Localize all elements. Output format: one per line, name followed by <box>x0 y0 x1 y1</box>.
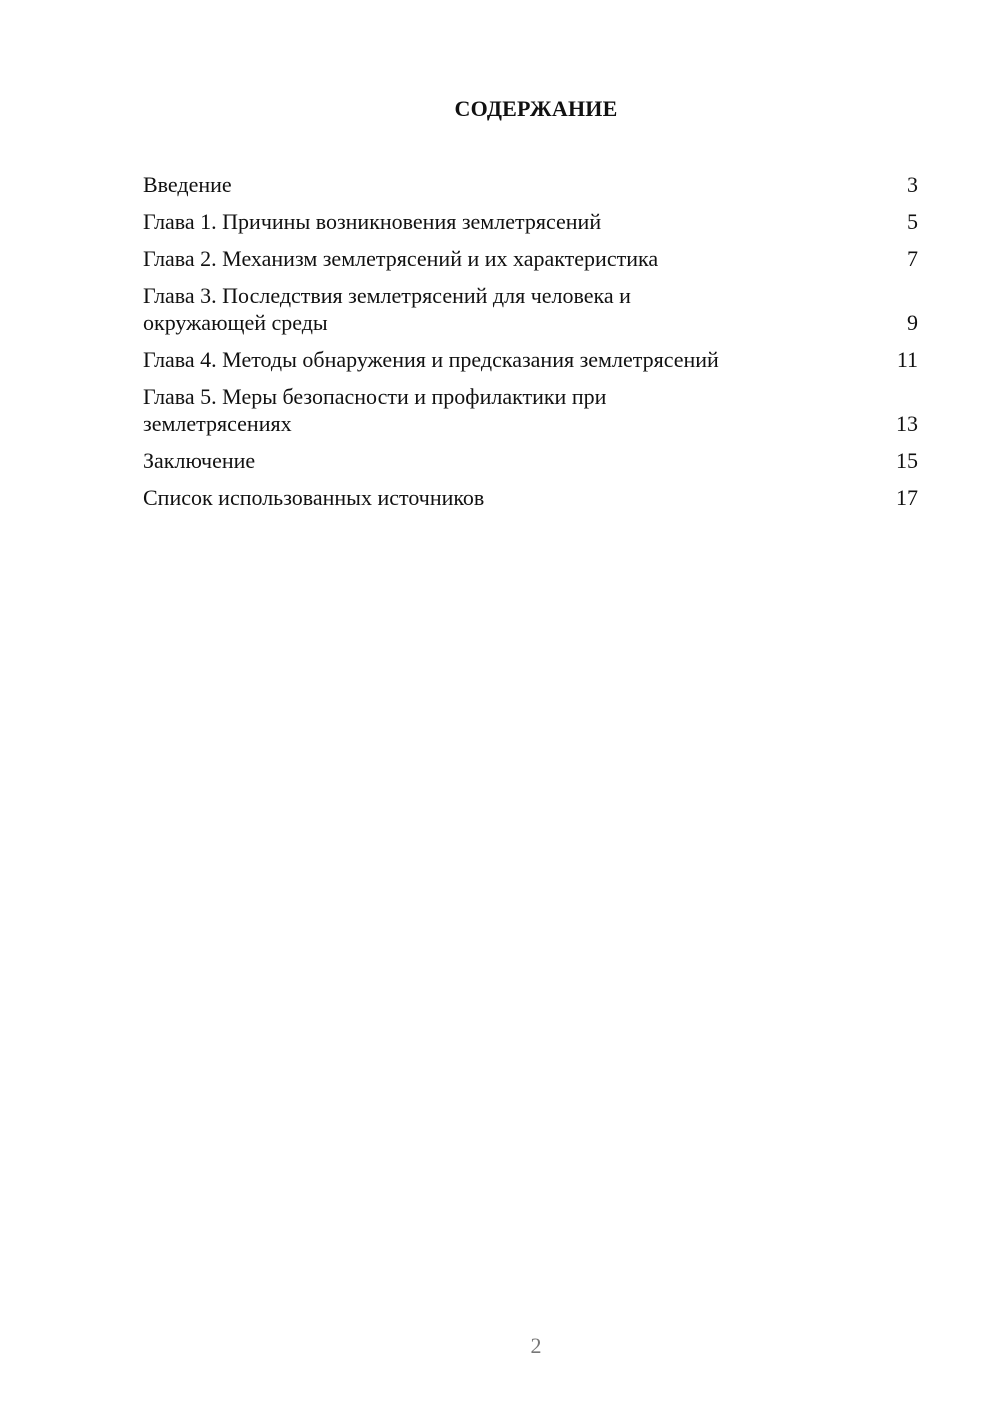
toc-entry-title: Глава 2. Механизм землетрясений и их характеристика <box>143 246 659 271</box>
toc-entry-chapter-4 <box>143 346 918 373</box>
toc-entry-conclusion <box>143 447 918 474</box>
toc-entry-page: 17 <box>896 485 918 510</box>
toc-entry-page: 5 <box>907 209 918 234</box>
toc-entry-chapter-2 <box>143 245 918 272</box>
toc-entry-title: Список использованных источников <box>143 485 485 510</box>
toc-entry-title: Глава 1. Причины возникновения землетрясений <box>143 209 602 234</box>
toc-entry-chapter-3 <box>143 282 918 336</box>
toc-entry-chapter-5 <box>143 383 918 437</box>
toc-entry-references <box>143 484 918 511</box>
page-title: СОДЕРЖАНИЕ <box>454 96 618 121</box>
toc-entry-page: 15 <box>896 448 918 473</box>
toc-entry-page: 13 <box>896 411 918 436</box>
table-of-contents <box>143 171 918 521</box>
toc-entry-title: Глава 4. Методы обнаружения и предсказания землетрясений <box>143 347 719 372</box>
toc-entry-title: Заключение <box>143 448 256 473</box>
toc-entry-title: Введение <box>143 172 232 197</box>
toc-entry-page: 9 <box>907 310 918 335</box>
toc-entry-title: Глава 5. Меры безопасности и профилактики при землетрясениях <box>143 384 607 436</box>
toc-entry-chapter-1 <box>143 208 918 235</box>
toc-entry-page: 7 <box>907 246 918 271</box>
page-number: 2 <box>530 1333 542 1358</box>
toc-entry-title: Глава 3. Последствия землетрясений для человека и окружающей среды <box>143 283 631 335</box>
toc-entry-introduction <box>143 171 918 198</box>
toc-entry-page: 3 <box>907 172 918 197</box>
toc-entry-page: 11 <box>896 347 918 372</box>
